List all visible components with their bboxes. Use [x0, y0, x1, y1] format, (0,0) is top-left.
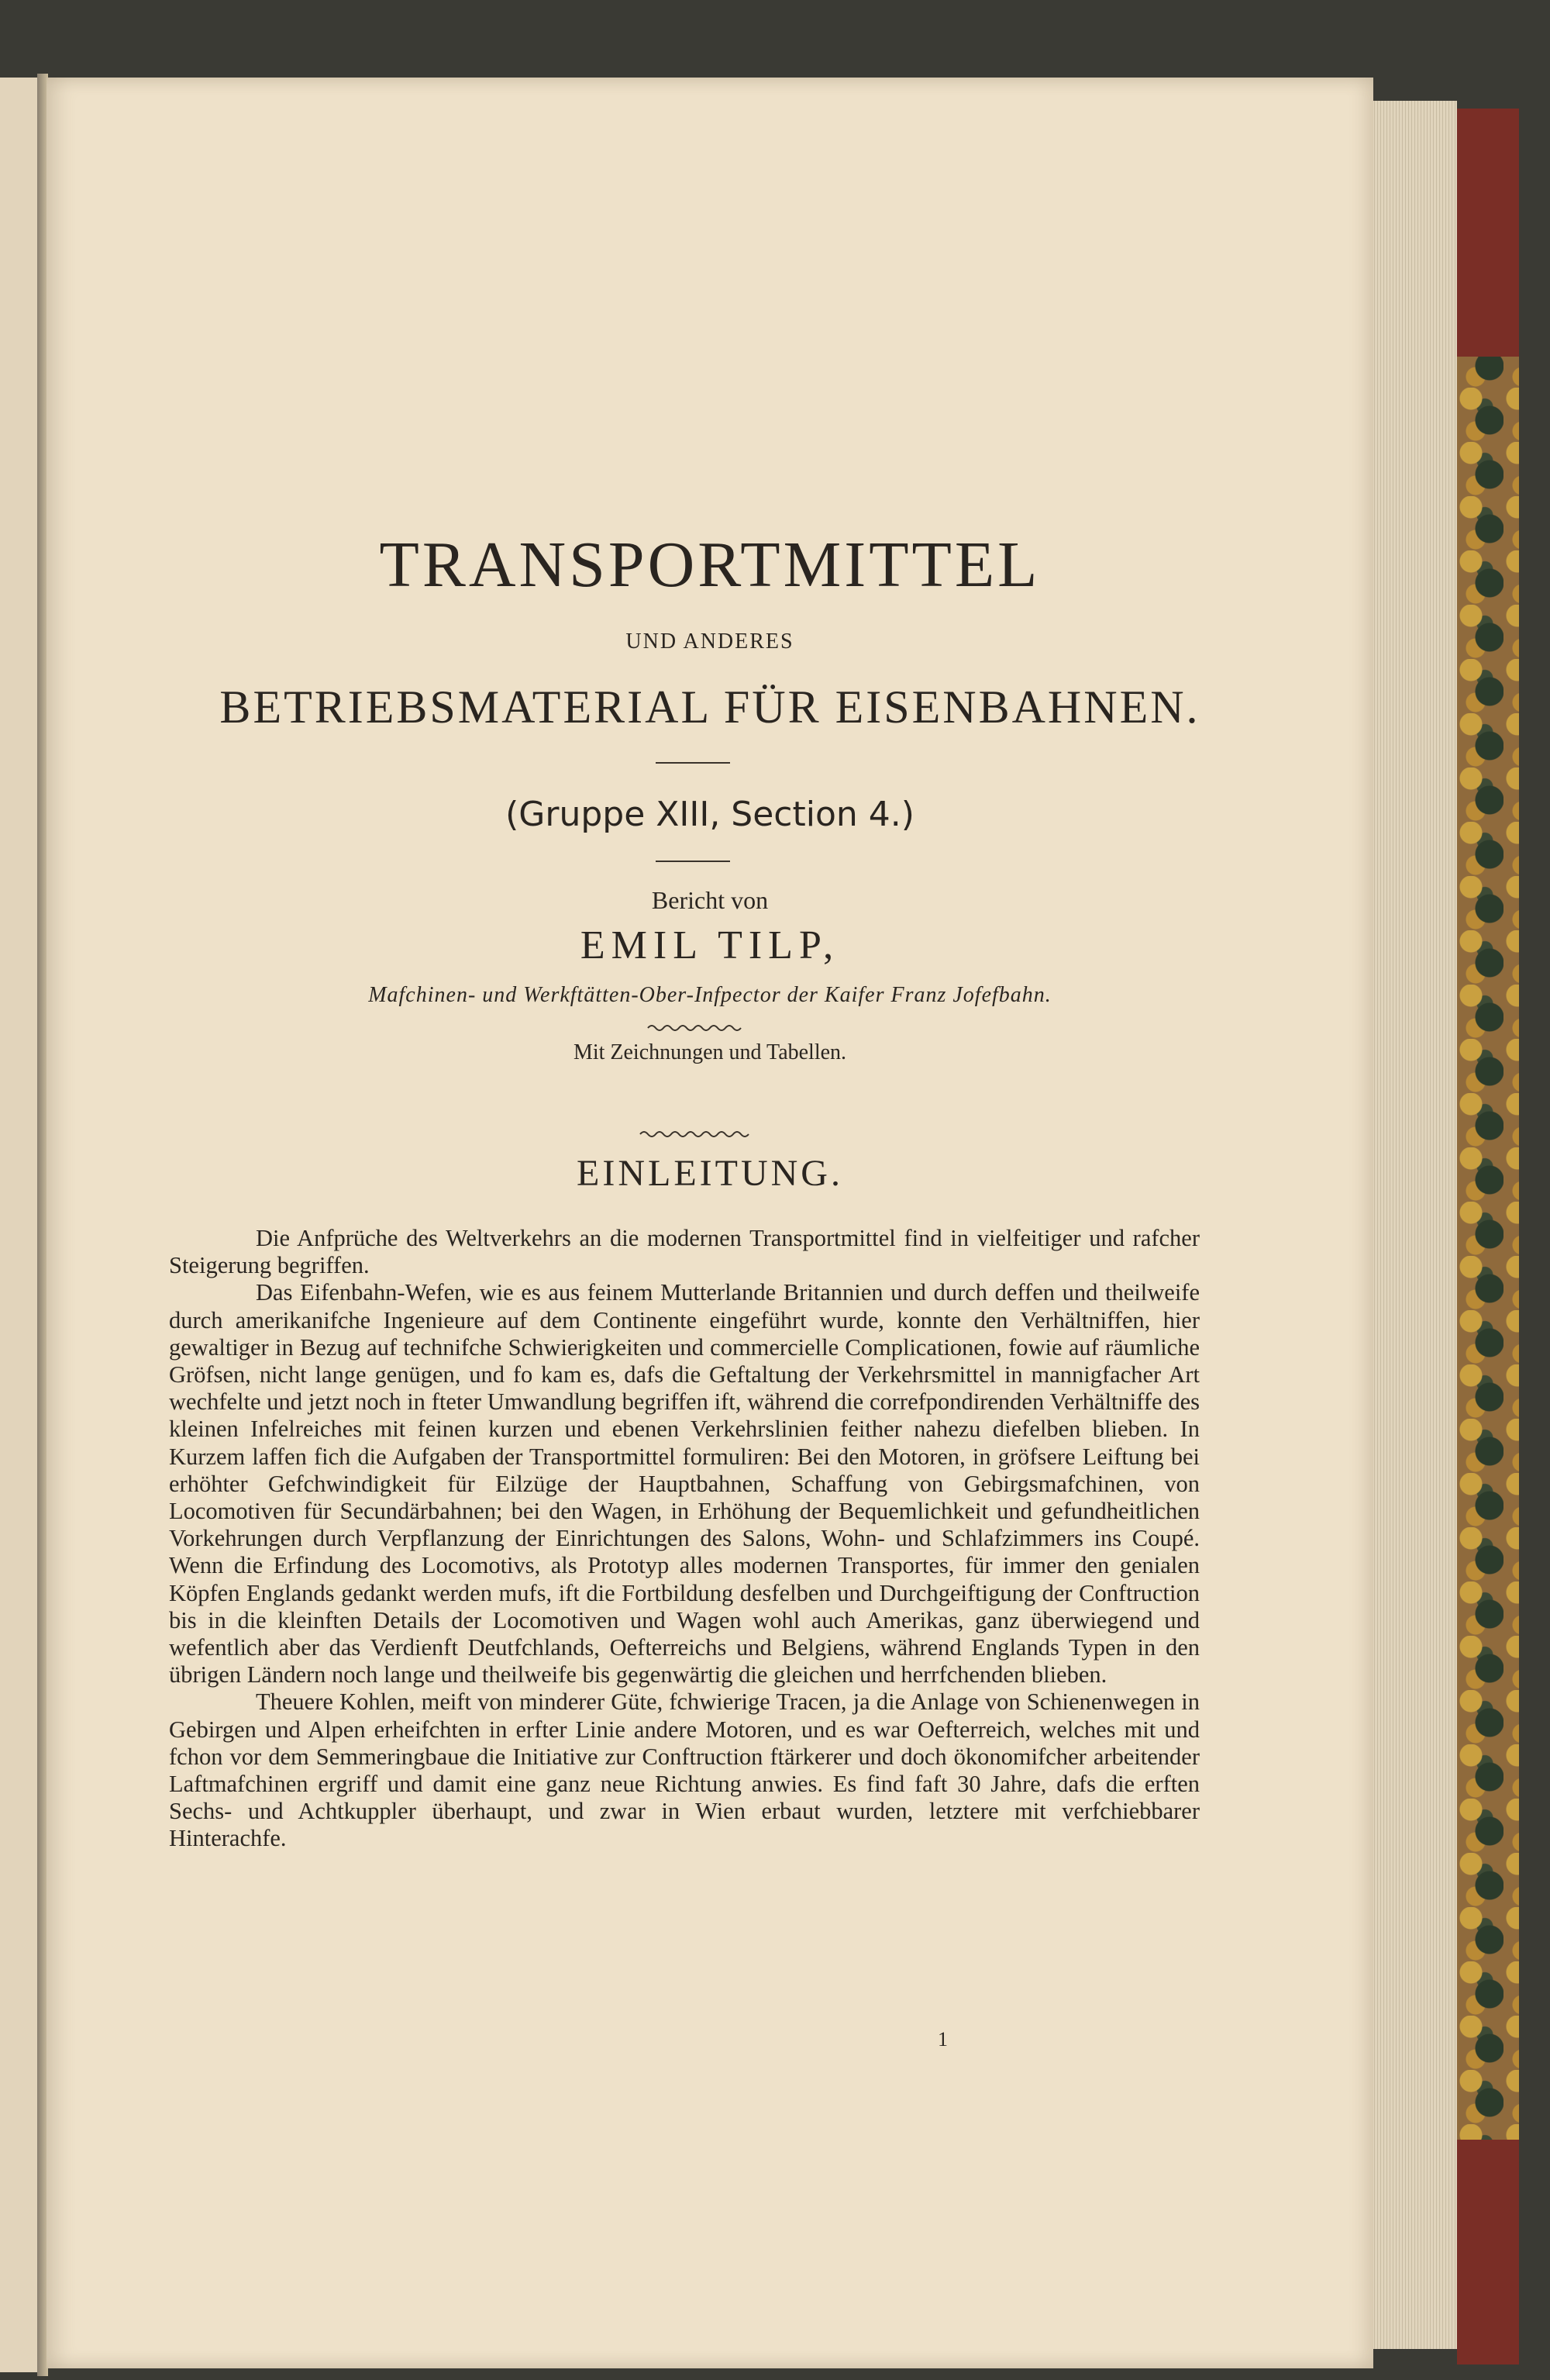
report-by-label: Bericht von — [651, 886, 769, 914]
divider-rule — [656, 861, 730, 862]
ornament-wave — [46, 1023, 1373, 1033]
title-connector: UND ANDERES — [625, 629, 794, 654]
ornament-wave — [46, 1130, 1373, 1139]
body-text — [169, 1225, 1200, 1853]
paragraph: Das Eifenbahn-Wefen, wie es aus feinem Mutterlande Britannien und durch deffen und theilweife durch amerikanifche Ingenieure auf dem Continente eingeführt wurde, konnte den Verhältniffen, hier gewaltiger in Bezug auf technifche Schwierigkeiten und commercielle Complicationen, fowie auf räumliche Gröfsen, nicht lange genügen, und fo kam es, dafs die Geftaltung der Verkehrsmittel in mannigfacher Art wechfelte und jetzt noch in fteter Umwandlung begriffen ift, während die correfpondirenden Verhältniffe des kleinen Infelreiches mit feinen kurzen und ebenen Verkehrslinien feither nahezu diefelben blieben. In Kurzem laffen fich die Aufgaben der Transportmittel formuliren: Bei den Motoren, in gröfsere Leiftung bei erhöhter Gefchwindigkeit für Eilzüge der Hauptbahnen, Schaffung von Gebirgsmafchinen, von Locomotiven für Secundärbahnen; bei den Wagen, in Erhöhung der Bequemlichkeit und gefundheitlichen Vorkehrungen durch Verpflanzung der Einrichtungen des Salons, Wohn- und Schlafzimmers ins Coupé. Wenn die Erfindung des Locomotivs, als Prototyp alles modernen Transportes, für immer den genialen Köpfen Englands gedankt werden mufs, ift die Fortbildung desfelben und Durchgeiftigung der Conftruction bis in die kleinften Details der Locomotiven und Wagen wohl auch Amerikas, ganz überwiegend und wefentlich aber das Verdienft Deutfchlands, Oefterreichs und Belgiens, während Englands Typen in den übrigen Ländern noch lange und theilweife bis gegenwärtig die gleichen und herrfchenden blieben. — [169, 1279, 1200, 1688]
page-edges — [1372, 101, 1457, 2349]
author-name: EMIL TILP, — [580, 923, 840, 968]
page-subtitle: BETRIEBSMATERIAL FÜR EISENBAHNEN. — [219, 681, 1200, 733]
section-heading: EINLEITUNG. — [577, 1153, 843, 1194]
left-page-edge — [0, 78, 39, 2372]
cover-corner-bottom — [1457, 2140, 1519, 2364]
paragraph: Theuere Kohlen, meift von minderer Güte, fchwierige Tracen, ja die Anlage von Schienenwegen in Gebirgen und Alpen erheifchten in erfter Linie andere Motoren, und es war Oefterreich, welches mit und fchon vor dem Semmeringbaue die Initiative zur Conftruction ftärkerer und doch ökonomifcher arbeitender Laftmafchinen ergriff und damit eine ganz neue Richtung anwies. Es find faft 30 Jahre, dafs die erften Sechs- und Achtkuppler überhaupt, und zwar in Wien erbaut wurden, letztere mit verfchiebbarer Hinterachfe. — [169, 1688, 1200, 1852]
page-title: TRANSPORTMITTEL — [379, 529, 1041, 601]
divider-rule — [656, 762, 730, 764]
cover-corner-top — [1457, 109, 1519, 357]
marbled-cover-board — [1457, 116, 1519, 2349]
paragraph: Die Anfprüche des Weltverkehrs an die modernen Transportmittel find in vielfeitiger und rafcher Steigerung begriffen. — [169, 1225, 1200, 1279]
group-section-label: (Gruppe XIII, Section 4.) — [505, 795, 914, 834]
author-affiliation: Mafchinen- und Werkftätten-Ober-Infpector der Kaifer Franz Jofefbahn. — [368, 983, 1052, 1007]
book-page — [46, 78, 1373, 2368]
figures-note: Mit Zeichnungen und Tabellen. — [573, 1040, 847, 1064]
page-number: 1 — [938, 2028, 948, 2051]
